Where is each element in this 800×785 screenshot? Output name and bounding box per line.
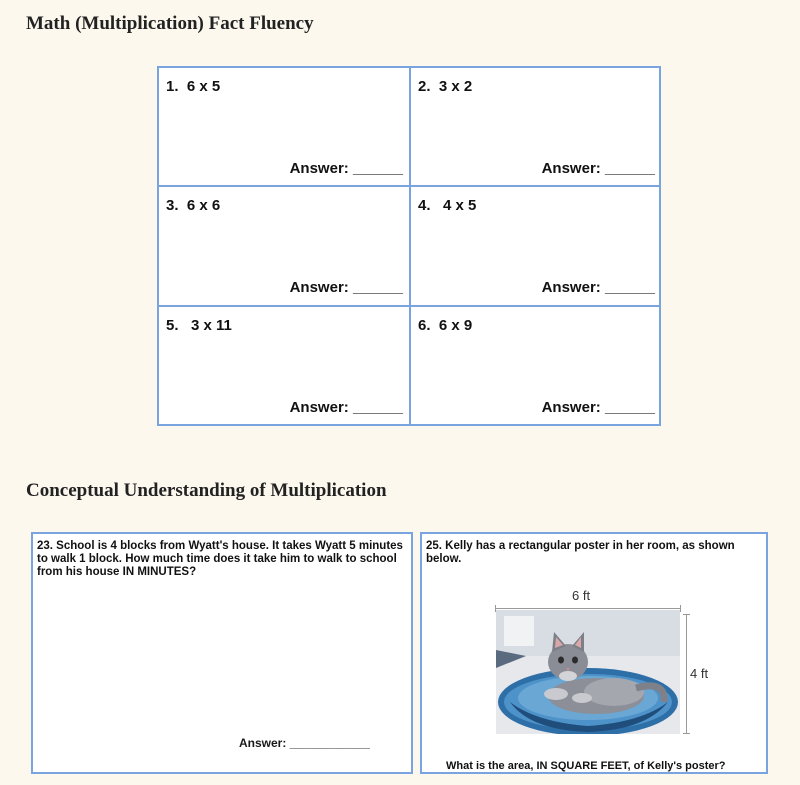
fact-problem: 4. 4 x 5 [418,197,477,214]
section-title-fact-fluency: Math (Multiplication) Fact Fluency [26,13,314,34]
height-label: 4 ft [690,666,709,681]
fact-cell-2 [411,68,661,187]
fact-cell-3 [159,187,409,306]
question-23-box [31,532,413,774]
answer-blank[interactable]: Answer: ______ [541,160,655,177]
question-23-text: 23. School is 4 blocks from Wyatt's house. It takes Wyatt 5 minutes to walk 1 block. How much time does it take him to walk to school from his house IN MINUTES? [37,540,403,578]
answer-blank[interactable]: Answer: ______ [541,399,655,416]
poster-kitten-photo [496,610,680,734]
height-dimension-line [686,614,687,734]
question-25-prompt: What is the area, IN SQUARE FEET, of Kelly's poster? [446,760,726,772]
answer-blank[interactable]: Answer: ______ [289,399,403,416]
fact-problem: 6. 6 x 9 [418,317,473,334]
width-label: 6 ft [572,588,591,603]
question-25-box [420,532,768,774]
answer-blank[interactable]: Answer: ______ [289,279,403,296]
fact-cell-5 [159,307,409,426]
kitten-in-basket-image [496,610,680,734]
fact-cell-6 [411,307,661,426]
width-dimension-line [495,608,681,609]
fact-problem: 1. 6 x 5 [166,78,221,95]
fact-problem: 3. 6 x 6 [166,197,221,214]
fact-cell-4 [411,187,661,306]
fact-problem: 5. 3 x 11 [166,317,232,334]
question-25-text: 25. Kelly has a rectangular poster in her room, as shown below. [426,540,735,565]
answer-blank[interactable]: Answer: ____________ [239,736,370,750]
section-title-conceptual: Conceptual Understanding of Multiplication [26,480,387,501]
answer-blank[interactable]: Answer: ______ [289,160,403,177]
fact-problem: 2. 3 x 2 [418,78,473,95]
fact-cell-1 [159,68,409,187]
fact-fluency-grid [157,66,661,426]
answer-blank[interactable]: Answer: ______ [541,279,655,296]
